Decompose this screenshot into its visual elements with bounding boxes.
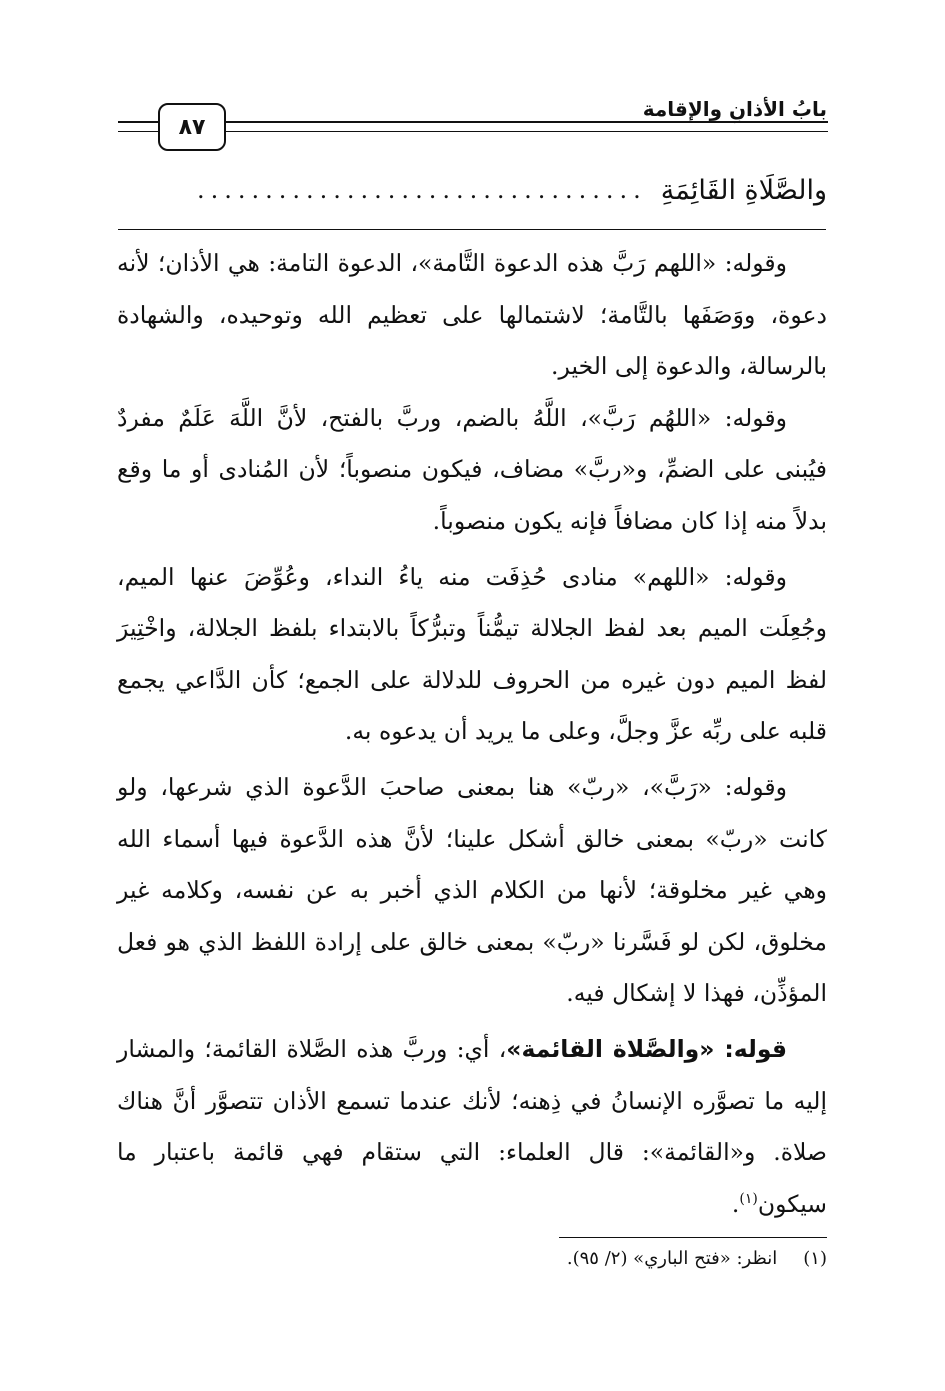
- paragraph-5-lead: قوله: «والصَّلاة القائمة»: [506, 1034, 788, 1063]
- paragraph-5: قوله: «والصَّلاة القائمة»، أي: وربَّ هذه الصَّلاة القائمة؛ والمشار إليه ما تصوَّره الإنسانُ في ذِهنه؛ لأنك عندما تسمع الأذان تتصوَّر أنَّ هناك صلاة. و«القائمة»: قال العلماء: التي ستقام فهي قائمة باعتبار ما سيكون$^{(١)}$.: [117, 1034, 828, 1218]
- matn-dots: .................................: [197, 178, 647, 202]
- paragraph-1: وقوله: «اللهم رَبَّ هذه الدعوة التَّامة»، الدعوة التامة: هي الأذان؛ لأنه دعوة، ووَصَفَها بالتَّامة؛ لاشتمالها على تعظيم الله وتوحيده، والشهادة بالرسالة، والدعوة إلى الخير.: [117, 249, 827, 381]
- matn-text: والصَّلَاةِ القَائِمَةِ: [660, 174, 827, 206]
- matn-divider: [118, 229, 826, 230]
- running-title: بابُ الأذانِ والإقامة: [642, 97, 827, 121]
- paragraph-4: وقوله: «رَبَّ»، «ربّ» هنا بمعنى صاحبَ الدَّعوة الذي شرعها، ولو كانت «ربّ» بمعنى خالق أشكل علينا؛ لأنَّ هذه الدَّعوة فيها أسماء الله وهي غير مخلوقة؛ لأنها من الكلام الذي أخبر به عن نفسه، وكلامه غير مخلوق، لكن لو فَسَّرنا «ربّ» بمعنى خالق على إرادة اللفظ الذي هو فعل المؤذِّن، فهذا لا إشكال فيه.: [117, 772, 827, 1008]
- page-number-text: ٨٧: [178, 114, 206, 140]
- footnote-text: انظر: «فتح الباري» (٢/ ٩٥).: [566, 1248, 778, 1269]
- header-rule-left-top: [118, 121, 160, 123]
- paragraph-3: وقوله: «اللهم» منادى حُذِفَت منه ياءُ النداء، وعُوِّضَ عنها الميم، وجُعِلَت الميم بعد لفظ الجلالة تيمُّناً وتبرُّكاً بالابتداء بلفظ الجلالة، واخْتِيرَ لفظ الميم دون غيره من الحروف للدلالة على الجمع؛ كأن الدَّاعي يجمع قلبه على ربِّه عزَّ وجلَّ، وعلى ما يريد أن يدعوه به.: [117, 562, 827, 746]
- header-rule-right-top: [222, 121, 828, 123]
- paragraph-5-text: ، أي: وربَّ هذه الصَّلاة القائمة؛ والمشار إليه ما تصوَّره الإنسانُ في ذِهنه؛ لأنك عندما تسمع الأذان تتصوَّر أنَّ هناك صلاة. و«القائمة»: قال العلماء: التي ستقام فهي قائمة باعتبار ما سيكون: [117, 1034, 828, 1218]
- paragraph-2: وقوله: «اللهُم رَبَّ»، اللَّهُ بالضم، وربَّ بالفتح، لأنَّ اللَّهَ عَلَمٌ مفردٌ فيُبنى على الضمِّ، و«ربَّ» مضاف، فيكون منصوباً؛ لأن المُنادى أو ما وقع بدلاً منه إذا كان مضافاً فإنه يكون منصوباً.: [117, 403, 827, 535]
- commentary-body: [117, 238, 827, 1230]
- footnote-reference[interactable]: (١): [739, 1190, 758, 1207]
- matn-line: [118, 168, 827, 212]
- footnote-number: (١): [803, 1248, 827, 1269]
- page-number: [158, 103, 226, 151]
- footnote-rule: [559, 1237, 827, 1238]
- header-rule-left-bottom: [118, 131, 160, 132]
- footnote: [567, 1248, 827, 1269]
- header-rule-right-bottom: [222, 131, 828, 132]
